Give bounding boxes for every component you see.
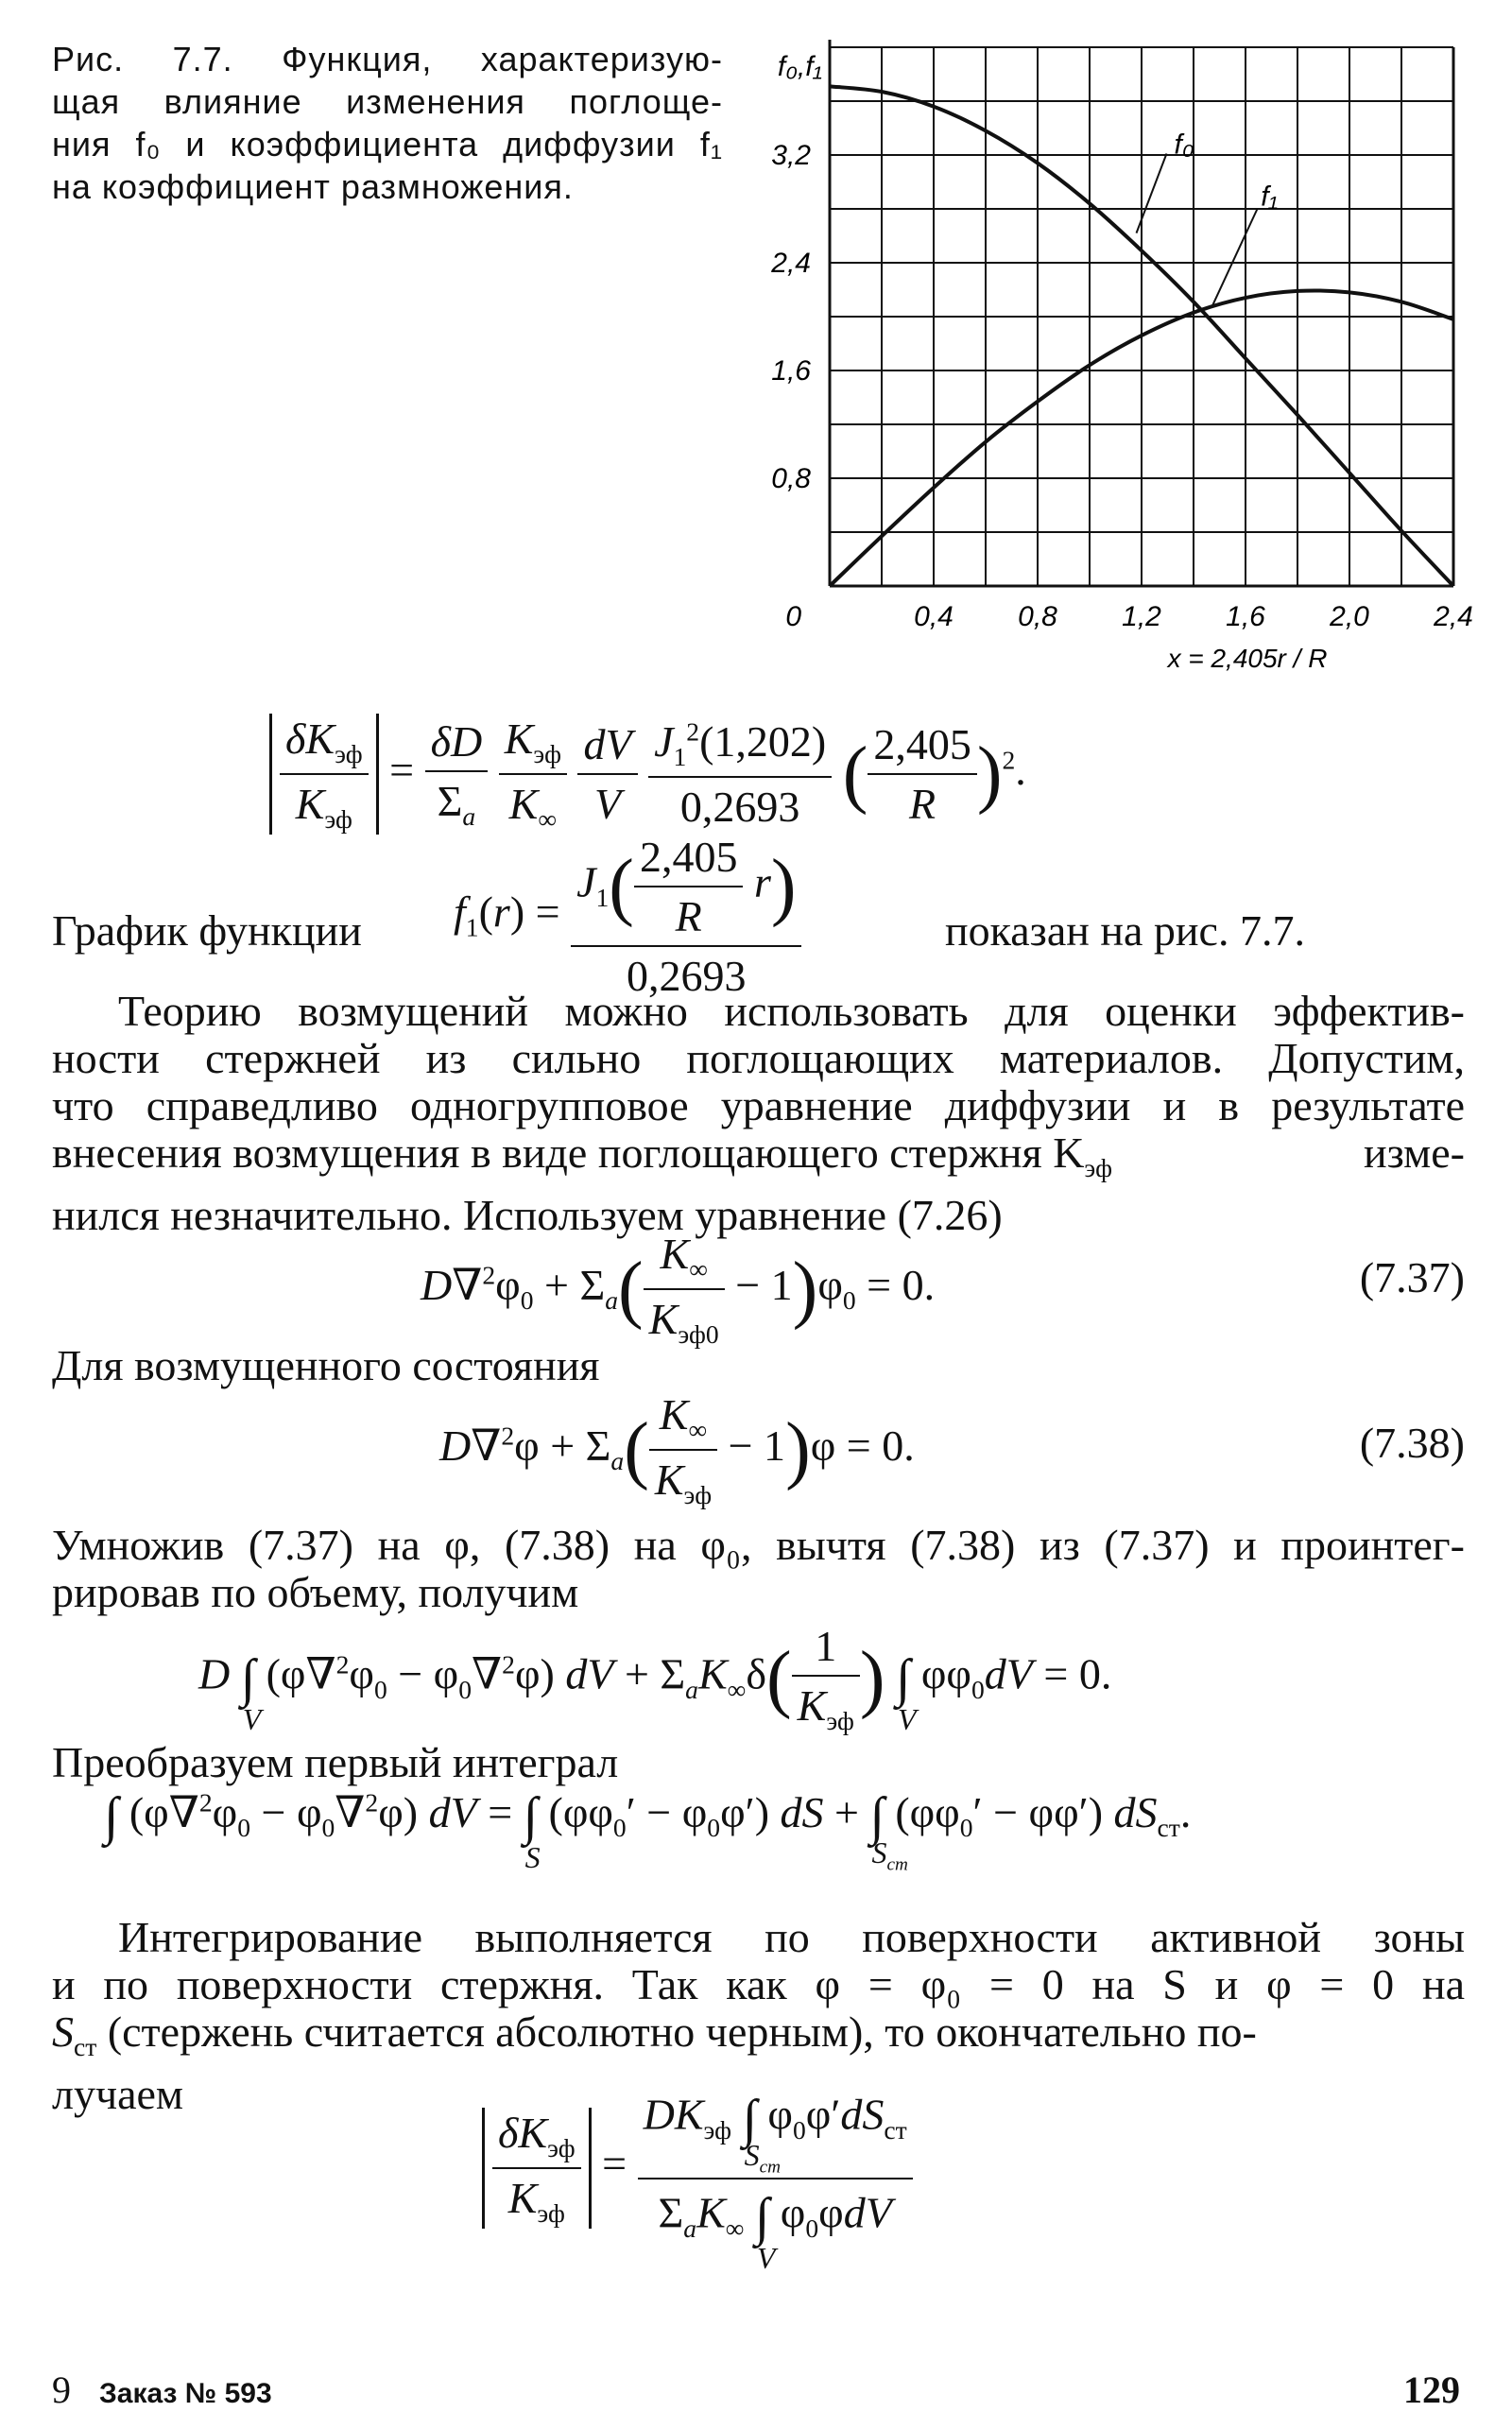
caption-line-3: ния f₀ и коэффициента диффузии f₁ — [52, 125, 723, 164]
p5-line-1: Интегрирование выполняется по поверхности активной зоны — [118, 1913, 1465, 1961]
p1-line-4: внесения возмущения в виде поглощающего стержня $K_{эф}$ изме- — [52, 1128, 1465, 1183]
series-label-f0: f₀ — [1174, 129, 1194, 161]
caption-line-1: Рис. 7.7. Функция, характеризую- — [52, 40, 723, 78]
caption-line-4: на коэффициент размножения. — [52, 167, 574, 206]
x-tick-label: 0,8 — [1018, 601, 1057, 632]
y-axis-label: f₀,f₁ — [777, 51, 822, 82]
y-tick-label: 3,2 — [771, 140, 811, 171]
p5-line-3: $S_{ст}$ (стержень считается абсолютно черным), то окончательно по- — [52, 2007, 1257, 2062]
x-tick-label: 1,6 — [1226, 601, 1265, 632]
paragraph-perturbation — [52, 988, 1465, 1239]
x-tick-label: 0,4 — [914, 601, 954, 632]
paragraph-multiply — [52, 1522, 1465, 1616]
x-axis-label: x = 2,405r / R — [1167, 644, 1328, 673]
y-tick-label: 1,6 — [771, 355, 811, 387]
p1-line-1: Теорию возмущений можно использовать для оценки эффектив- — [118, 987, 1465, 1035]
p1-line-5: нился незначительно. Используем уравнение (7.26) — [52, 1191, 1003, 1240]
series-label-f1: f₁ — [1261, 181, 1279, 213]
figure-caption — [52, 38, 723, 208]
leader-line-f1 — [1211, 210, 1257, 308]
equation-surface-integral: ∫ $(\varphi\nabla^2\varphi_0 - \varphi_0\nabla^2\varphi)$ dV = ∫ S $(\varphi\varphi_0' - \varphi_0\varphi')$ dS + ∫ $S_{ст}$ $(\varphi\varphi_0' - \varphi\varphi')$ $dS_{ст}$. — [104, 1787, 1192, 1875]
equation-number-7-38: (7.38) — [1359, 1419, 1465, 1467]
equation-volume-integral: D ∫ V $(\varphi\nabla^2\varphi_0 - \varphi_0\nabla^2\varphi)$ dV + $\Sigma_aK_\infty\delta$( $\frac{1}{K_{эф}}$ ) ∫ V $\varphi\varphi_0dV = 0$. — [198, 1622, 1112, 1737]
figure-chart — [756, 38, 1474, 681]
page-number: 129 — [1403, 2369, 1460, 2411]
y-tick-label: 2,4 — [771, 248, 811, 279]
graph-outro-text: показан на рис. 7.7. — [945, 906, 1305, 955]
p5-line-4: лучаем — [52, 2070, 184, 2119]
y-tick-label: 0,8 — [771, 463, 811, 494]
equation-f1: $f_1(r)$ = $J_1$( $\frac{2,405}{R}$ r) 0,2693 — [454, 832, 801, 1001]
sheet-number: 9 — [52, 2369, 71, 2411]
equation-7-38: $D\nabla^2\varphi + \Sigma_a$( $\frac{K_\infty}{K_{эф}}$ − 1)φ = 0. — [439, 1390, 915, 1510]
p1-line-2: ности стержней из сильно поглощающих материалов. Допустим, — [52, 1034, 1465, 1082]
paragraph-integration — [52, 1914, 1465, 2118]
graph-intro-text: График функции — [52, 906, 362, 955]
x-tick-label: 1,2 — [1122, 601, 1161, 632]
x-tick-label: 2,4 — [1434, 601, 1473, 632]
x-tick-label: 2,0 — [1330, 601, 1369, 632]
p3-line-1: Умножив (7.37) на φ, (7.38) на φ₀, вычтя (7.38) из (7.37) и проинтег- — [52, 1521, 1465, 1569]
order-number: Заказ № 593 — [99, 2378, 272, 2409]
footer-left — [52, 2368, 272, 2412]
p3-line-2: рировав по объему, получим — [52, 1568, 579, 1616]
paragraph-perturbed-state: Для возмущенного состояния — [52, 1341, 600, 1389]
paragraph-transform: Преобразуем первый интеграл — [52, 1738, 619, 1786]
equation-final: $\frac{\delta K_{эф}}{K_{эф}}$ = $DK_{эф}$ ∫ $S_{ст}$ $\varphi_0\varphi'dS_{ст}$ $\Sigma_aK_\infty$ ∫ V $\varphi_0\varphi dV$ — [482, 2089, 913, 2248]
equation-number-7-37: (7.37) — [1359, 1253, 1465, 1301]
p1-line-3: что справедливо одногрупповое уравнение диффузии и в результате — [52, 1081, 1465, 1129]
equation-7-37: $D\nabla^2\varphi_0 + \Sigma_a$( $\frac{K_\infty}{K_{эф0}}$ − $1)\varphi_0 = 0$. — [421, 1230, 936, 1350]
caption-line-2: щая влияние изменения поглоще- — [52, 82, 723, 121]
origin-label: 0 — [785, 601, 801, 632]
equation-delta-k: $\frac{\delta K_{эф}}{K_{эф}}$ = $\frac{\delta D}{\Sigma_a}$ $\frac{K_{эф}}{K_\infty}$ $\frac{dV}{V}$ $\frac{J_1^2(1,202)}{0,2693}$ ( $\frac{2,405}{R}$ )$^2$. — [269, 714, 1026, 835]
p5-line-2: и по поверхности стержня. Так как φ = φ₀ = 0 на S и φ = 0 на — [52, 1960, 1465, 2008]
